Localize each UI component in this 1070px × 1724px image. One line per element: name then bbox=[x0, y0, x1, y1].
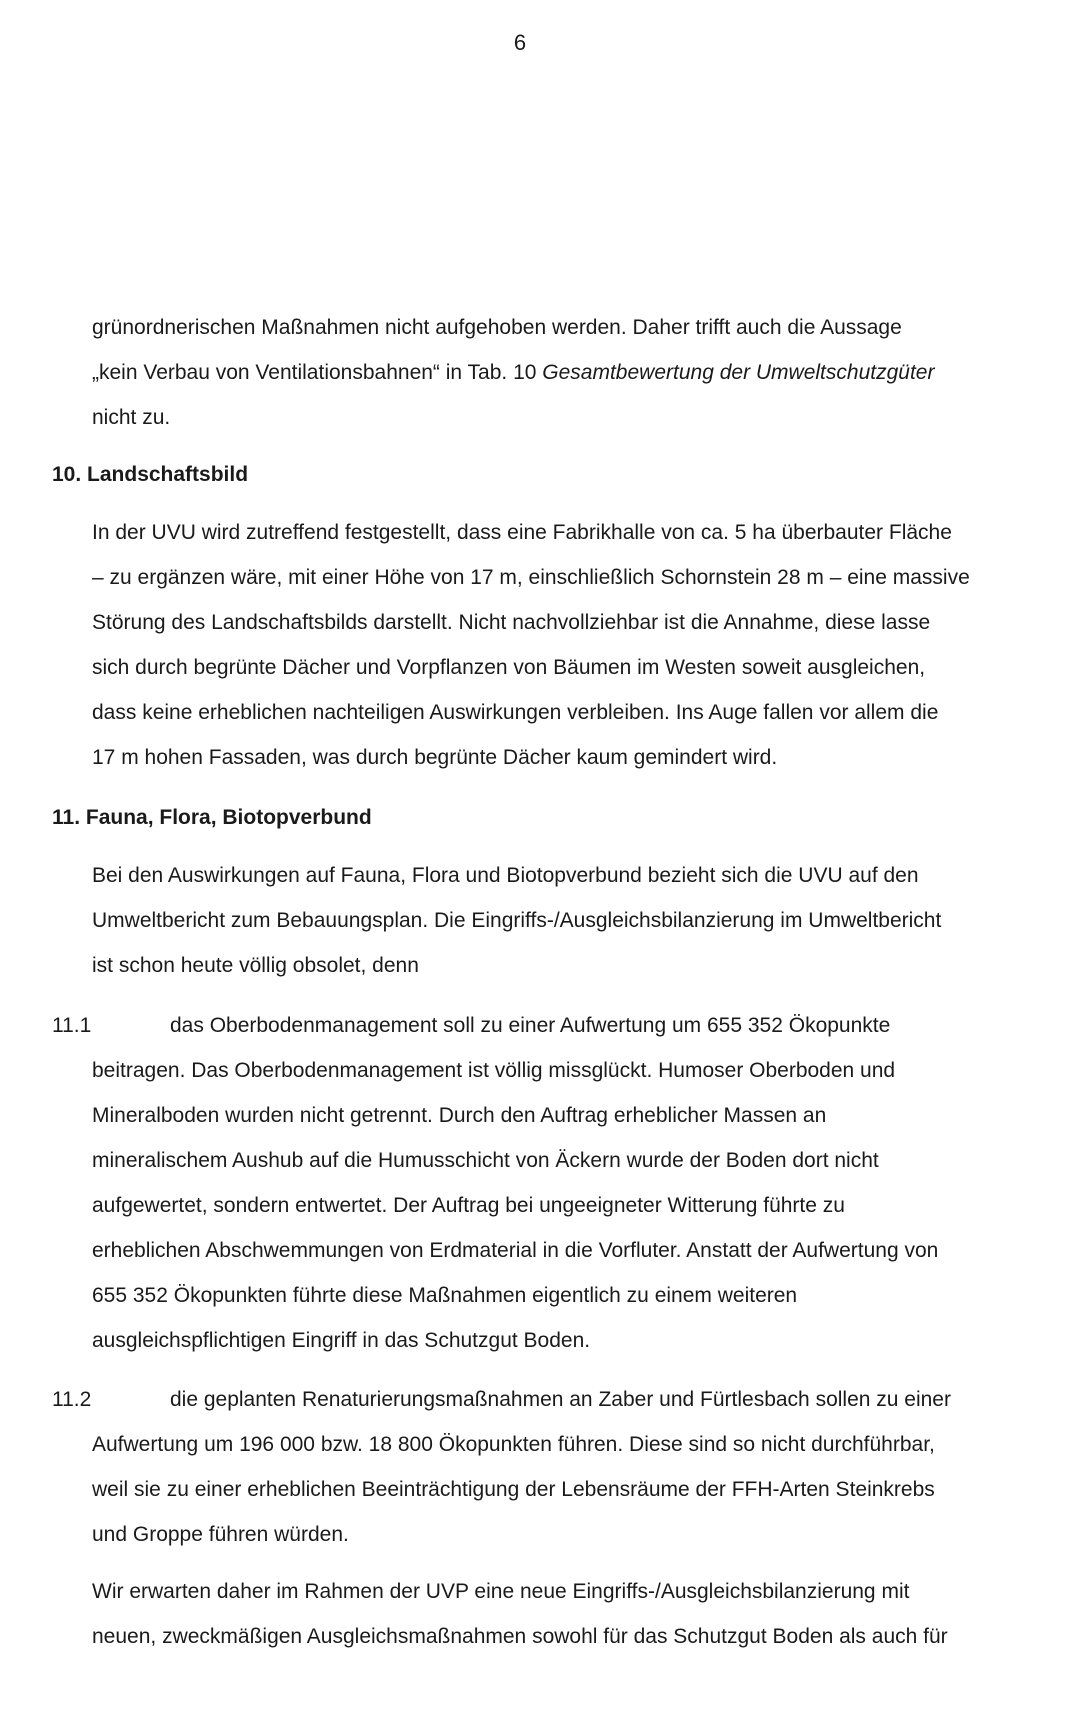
section-heading-11: 11. Fauna, Flora, Biotopverbund bbox=[52, 806, 372, 829]
paragraph-line: 655 352 Ökopunkten führte diese Maßnahmen eigentlich zu einem weiteren bbox=[92, 1284, 798, 1307]
text-span: „kein Verbau von Ventilationsbahnen“ in Tab. 10 bbox=[92, 361, 543, 384]
item-first-line: das Oberbodenmanagement soll zu einer Aufwertung um 655 352 Ökopunkte bbox=[170, 1014, 891, 1037]
paragraph-line: Störung des Landschaftsbilds darstellt. Nicht nachvollziehbar ist die Annahme, diese lasse bbox=[92, 611, 931, 634]
paragraph-line: erheblichen Abschwemmungen von Erdmaterial in die Vorfluter. Anstatt der Aufwertung von bbox=[92, 1239, 939, 1262]
paragraph-line: Umweltbericht zum Bebauungsplan. Die Eingriffs-/Ausgleichsbilanzierung im Umweltbericht bbox=[92, 909, 942, 932]
paragraph-line: Wir erwarten daher im Rahmen der UVP eine neue Eingriffs-/Ausgleichsbilanzierung mit bbox=[92, 1580, 910, 1603]
paragraph-line: ausgleichspflichtigen Eingriff in das Schutzgut Boden. bbox=[92, 1329, 591, 1352]
paragraph-line bbox=[92, 359, 934, 387]
paragraph-line: Bei den Auswirkungen auf Fauna, Flora und Biotopverbund bezieht sich die UVU auf den bbox=[92, 864, 919, 887]
paragraph-line: und Groppe führen würden. bbox=[92, 1523, 349, 1546]
paragraph-line: Aufwertung um 196 000 bzw. 18 800 Ökopunkten führen. Diese sind so nicht durchführbar, bbox=[92, 1433, 935, 1456]
paragraph-line: mineralischem Aushub auf die Humusschicht von Äckern wurde der Boden dort nicht bbox=[92, 1149, 879, 1172]
paragraph-line: weil sie zu einer erheblichen Beeinträchtigung der Lebensräume der FFH-Arten Steinkrebs bbox=[92, 1478, 935, 1501]
paragraph-line: ist schon heute völlig obsolet, denn bbox=[92, 954, 419, 977]
item-number-11-2: 11.2 bbox=[52, 1388, 92, 1411]
page-number: 6 bbox=[513, 30, 527, 55]
paragraph-line: aufgewertet, sondern entwertet. Der Auftrag bei ungeeigneter Witterung führte zu bbox=[92, 1194, 845, 1217]
paragraph-line: Mineralboden wurden nicht getrennt. Durch den Auftrag erheblicher Massen an bbox=[92, 1104, 827, 1127]
paragraph-line: 17 m hohen Fassaden, was durch begrünte Dächer kaum gemindert wird. bbox=[92, 746, 778, 769]
paragraph-line: grünordnerischen Maßnahmen nicht aufgehoben werden. Daher trifft auch die Aussage bbox=[92, 316, 902, 339]
item-first-line: die geplanten Renaturierungsmaßnahmen an Zaber und Fürtlesbach sollen zu einer bbox=[170, 1388, 951, 1411]
paragraph-line: In der UVU wird zutreffend festgestellt, dass eine Fabrikhalle von ca. 5 ha überbauter Fläche bbox=[92, 521, 952, 544]
paragraph-line: nicht zu. bbox=[92, 406, 171, 429]
paragraph-line: neuen, zweckmäßigen Ausgleichsmaßnahmen sowohl für das Schutzgut Boden als auch für bbox=[92, 1625, 948, 1648]
section-heading-10: 10. Landschaftsbild bbox=[52, 463, 249, 486]
paragraph-line: – zu ergänzen wäre, mit einer Höhe von 17 m, einschließlich Schornstein 28 m – eine massive bbox=[92, 566, 970, 589]
paragraph-line: sich durch begrünte Dächer und Vorpflanzen von Bäumen im Westen soweit ausgleichen, bbox=[92, 656, 926, 679]
paragraph-line: dass keine erheblichen nachteiligen Auswirkungen verbleiben. Ins Auge fallen vor allem die bbox=[92, 701, 939, 724]
item-number-11-1: 11.1 bbox=[52, 1014, 92, 1037]
table-title-italic: Gesamtbewertung der Umweltschutzgüter bbox=[542, 361, 935, 384]
paragraph-line: beitragen. Das Oberbodenmanagement ist völlig missglückt. Humoser Oberboden und bbox=[92, 1059, 896, 1082]
